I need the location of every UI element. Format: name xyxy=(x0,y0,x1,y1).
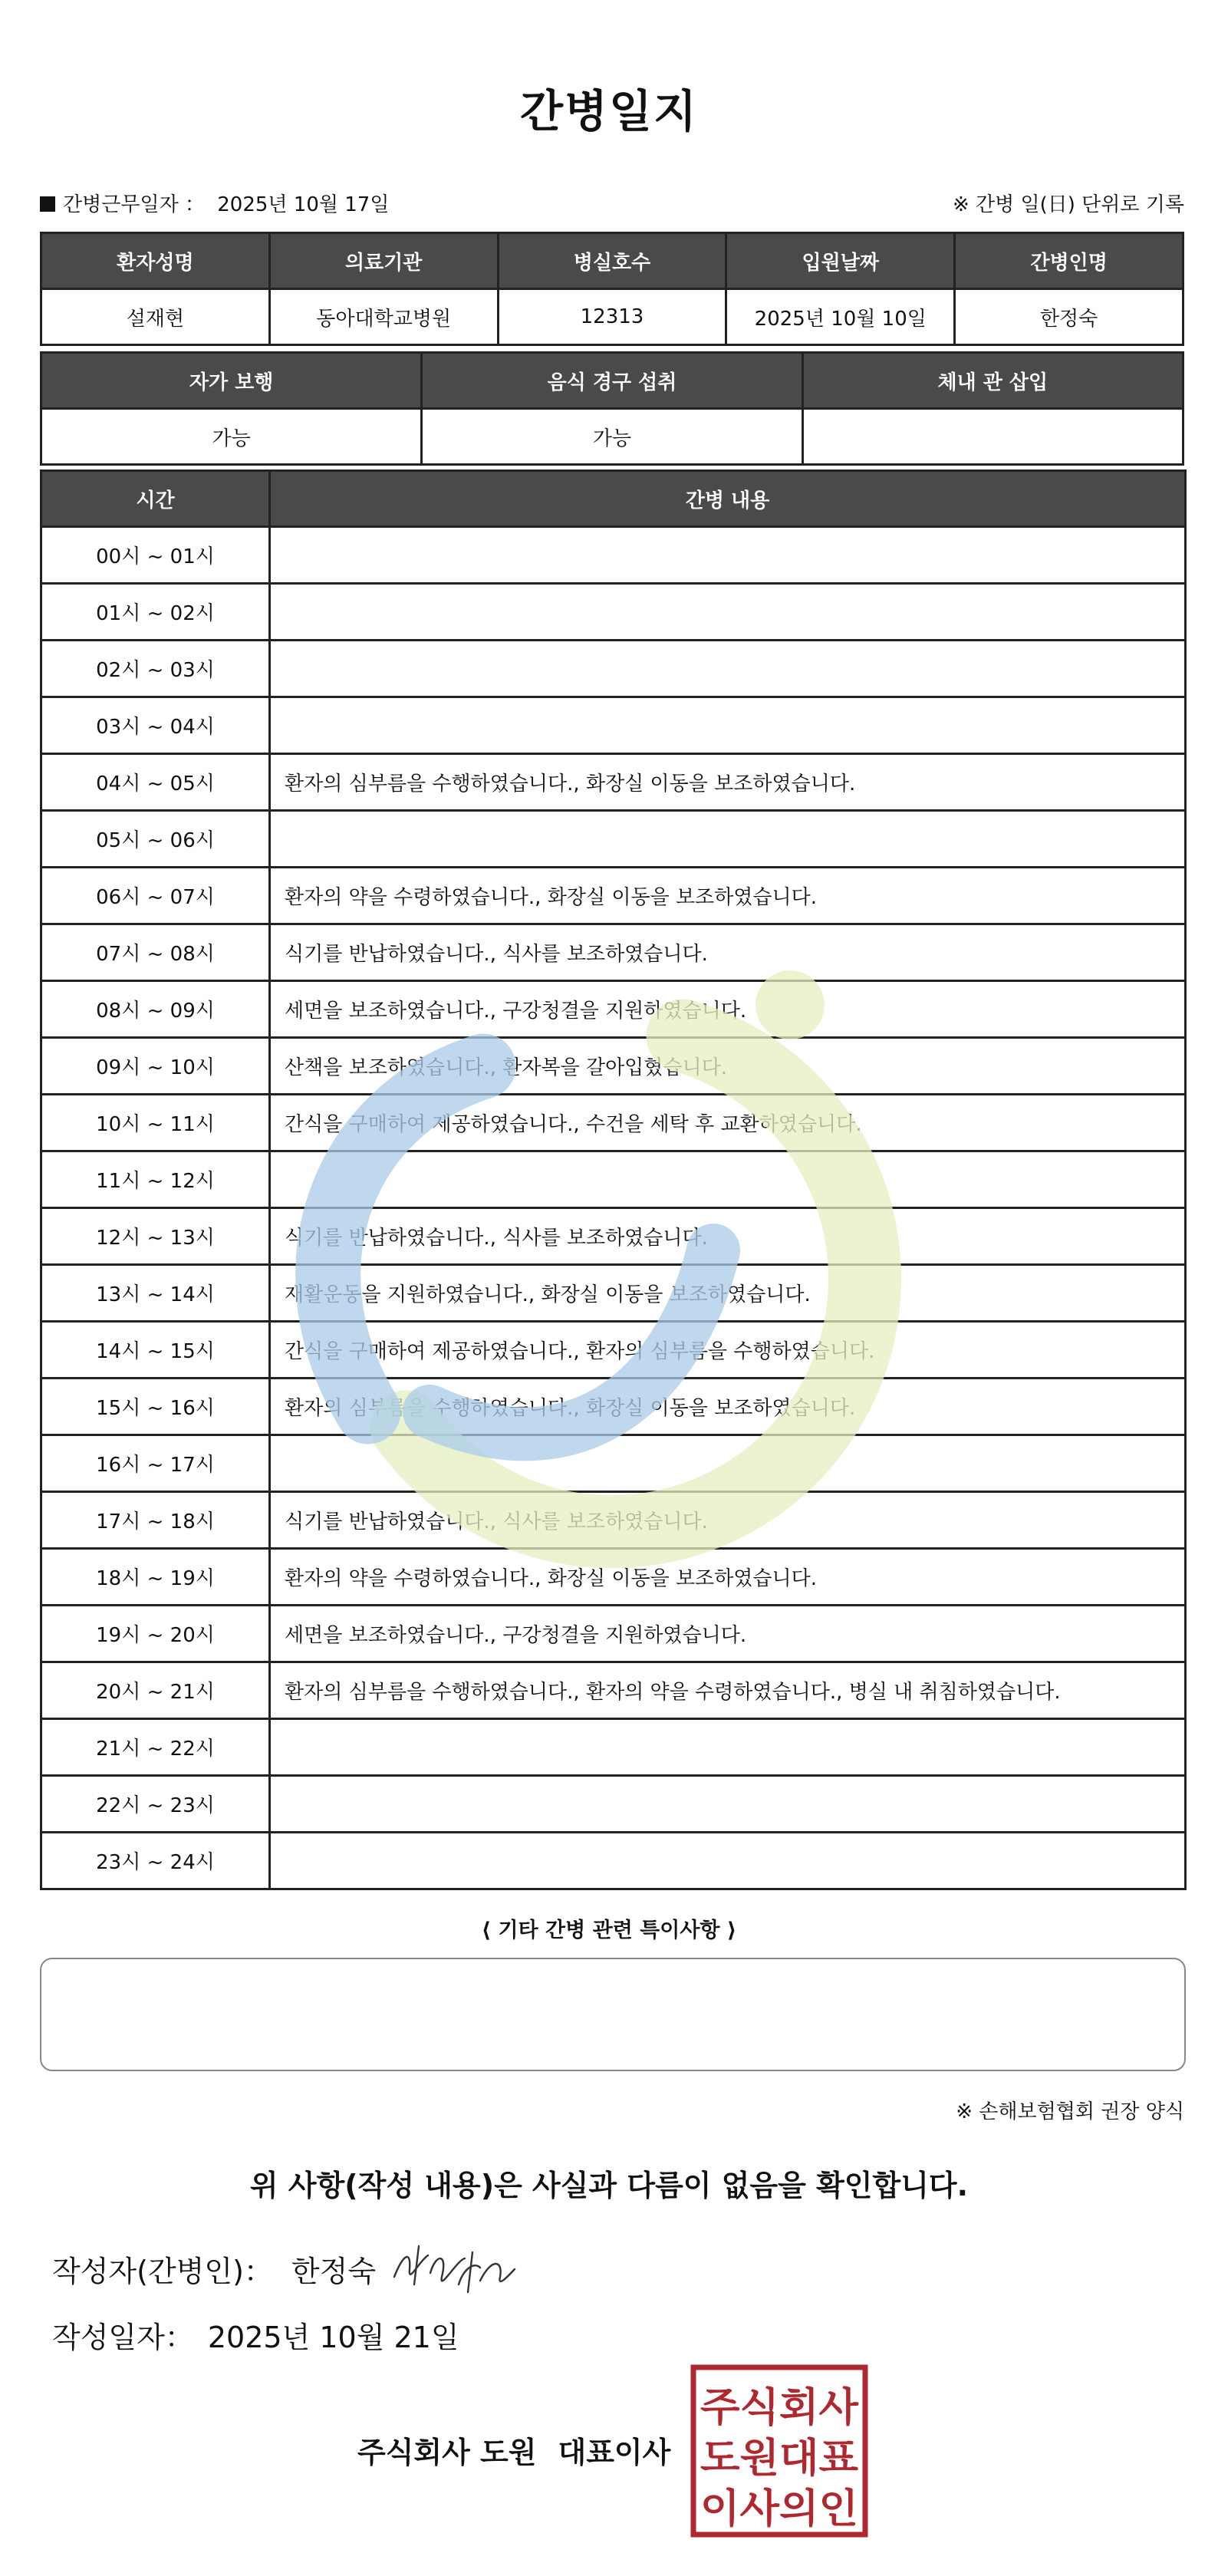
care-row-content: 세면을 보조하였습니다., 구강청결을 지원하였습니다. xyxy=(270,1606,1186,1662)
care-row-content xyxy=(270,641,1186,697)
care-row-time: 20시 ~ 21시 xyxy=(41,1662,270,1719)
care-row-content xyxy=(270,527,1186,584)
patient-status-value-row xyxy=(41,409,1183,465)
care-row-time: 07시 ~ 08시 xyxy=(41,924,270,981)
care-row-content: 환자의 약을 수령하였습니다., 화장실 이동을 보조하였습니다. xyxy=(270,1549,1186,1606)
header-admission-date: 입원날짜 xyxy=(726,233,955,289)
care-row-time: 02시 ~ 03시 xyxy=(41,641,270,697)
patient-status-header-row xyxy=(41,353,1183,409)
care-row-content: 식기를 반납하였습니다., 식사를 보조하였습니다. xyxy=(270,1492,1186,1549)
care-row-content: 재활운동을 지원하였습니다., 화장실 이동을 보조하였습니다. xyxy=(270,1265,1186,1322)
patient-status-table xyxy=(40,351,1184,466)
care-row-time: 12시 ~ 13시 xyxy=(41,1208,270,1265)
svg-text:주식회사: 주식회사 xyxy=(700,2385,859,2431)
care-row-time: 18시 ~ 19시 xyxy=(41,1549,270,1606)
care-row xyxy=(41,1435,1186,1492)
header-caregiver-name: 간병인명 xyxy=(955,233,1183,289)
oral-intake-value: 가능 xyxy=(422,409,802,465)
care-row-time: 08시 ~ 09시 xyxy=(41,981,270,1038)
header-tube-insertion: 체내 관 삽입 xyxy=(802,353,1183,409)
care-row-time: 03시 ~ 04시 xyxy=(41,697,270,754)
care-row-content: 식기를 반납하였습니다., 식사를 보조하였습니다. xyxy=(270,1208,1186,1265)
hourly-care-table xyxy=(40,469,1187,1890)
room-number: 12313 xyxy=(498,289,726,345)
care-row-time: 17시 ~ 18시 xyxy=(41,1492,270,1549)
care-row-content: 환자의 심부름을 수행하였습니다., 화장실 이동을 보조하였습니다. xyxy=(270,1379,1186,1435)
header-care-content: 간병 내용 xyxy=(270,471,1186,527)
care-row-content xyxy=(270,1151,1186,1208)
care-row xyxy=(41,1322,1186,1379)
caregiver-name: 한정숙 xyxy=(955,289,1183,345)
remarks-title: ⟨ 기타 간병 관련 특이사항 ⟩ xyxy=(481,1919,737,1942)
confirmation-statement: 위 사항(작성 내용)은 사실과 다름이 없음을 확인합니다. xyxy=(249,2169,969,2202)
care-row-time: 05시 ~ 06시 xyxy=(41,811,270,868)
written-date-line xyxy=(52,2314,459,2356)
hourly-care-header-row xyxy=(41,471,1186,527)
care-row xyxy=(41,1208,1186,1265)
writer-line xyxy=(52,2248,376,2290)
care-row-time: 16시 ~ 17시 xyxy=(41,1435,270,1492)
care-row-time: 14시 ~ 15시 xyxy=(41,1322,270,1379)
work-date-value: 2025년 10월 17일 xyxy=(217,193,390,216)
care-row-content xyxy=(270,1776,1186,1833)
patient-info-table xyxy=(40,232,1184,346)
remarks-box xyxy=(40,1958,1186,2071)
care-row-content xyxy=(270,811,1186,868)
care-row xyxy=(41,1833,1186,1889)
company-signature-line xyxy=(357,2429,670,2471)
care-row-content xyxy=(270,1719,1186,1776)
ceo-title: 대표이사 xyxy=(558,2436,671,2469)
header-patient-name: 환자성명 xyxy=(41,233,270,289)
care-row xyxy=(41,924,1186,981)
patient-info-value-row xyxy=(41,289,1183,345)
care-row-content: 환자의 약을 수령하였습니다., 화장실 이동을 보조하였습니다. xyxy=(270,868,1186,924)
handwritten-signature xyxy=(388,2238,518,2300)
care-row-time: 19시 ~ 20시 xyxy=(41,1606,270,1662)
patient-name: 설재현 xyxy=(41,289,270,345)
care-row xyxy=(41,1492,1186,1549)
care-row xyxy=(41,584,1186,641)
care-row-content: 간식을 구매하여 제공하였습니다., 환자의 심부름을 수행하였습니다. xyxy=(270,1322,1186,1379)
care-row-content xyxy=(270,1833,1186,1889)
care-row xyxy=(41,754,1186,811)
tube-insertion-value xyxy=(802,409,1183,465)
care-row-content xyxy=(270,584,1186,641)
company-name: 주식회사 도원 xyxy=(357,2436,537,2469)
patient-info-header-row xyxy=(41,233,1183,289)
care-row-time: 06시 ~ 07시 xyxy=(41,868,270,924)
care-row xyxy=(41,1095,1186,1151)
company-seal-stamp xyxy=(690,2364,868,2538)
care-row-time: 13시 ~ 14시 xyxy=(41,1265,270,1322)
care-row xyxy=(41,527,1186,584)
written-date-value: 2025년 10월 21일 xyxy=(207,2321,459,2354)
care-row xyxy=(41,1776,1186,1833)
care-row-time: 04시 ~ 05시 xyxy=(41,754,270,811)
care-row xyxy=(41,1549,1186,1606)
care-row-time: 23시 ~ 24시 xyxy=(41,1833,270,1889)
care-row-content: 식기를 반납하였습니다., 식사를 보조하였습니다. xyxy=(270,924,1186,981)
care-row-time: 11시 ~ 12시 xyxy=(41,1151,270,1208)
hourly-care-rows xyxy=(41,527,1186,1889)
header-room-number: 병실호수 xyxy=(498,233,726,289)
care-row xyxy=(41,1719,1186,1776)
header-hospital: 의료기관 xyxy=(269,233,498,289)
work-date-label: 간병근무일자 ： xyxy=(63,193,205,216)
care-row xyxy=(41,1379,1186,1435)
care-row xyxy=(41,641,1186,697)
written-date-label: 작성일자： xyxy=(52,2321,194,2354)
care-row-time: 15시 ~ 16시 xyxy=(41,1379,270,1435)
care-row-time: 01시 ~ 02시 xyxy=(41,584,270,641)
care-row xyxy=(41,1265,1186,1322)
care-row xyxy=(41,1151,1186,1208)
record-unit-note: ※ 간병 일(日) 단위로 기록 xyxy=(952,193,1184,216)
work-date-line xyxy=(40,189,389,217)
care-row-time: 22시 ~ 23시 xyxy=(41,1776,270,1833)
care-row-time: 00시 ~ 01시 xyxy=(41,527,270,584)
care-row xyxy=(41,1662,1186,1719)
care-row-content: 세면을 보조하였습니다., 구강청결을 지원하였습니다. xyxy=(270,981,1186,1038)
admission-date: 2025년 10월 10일 xyxy=(726,289,955,345)
form-source-note: ※ 손해보험협회 권장 양식 xyxy=(956,2100,1184,2123)
care-row xyxy=(41,981,1186,1038)
care-row xyxy=(41,868,1186,924)
header-time: 시간 xyxy=(41,471,270,527)
care-row-content: 환자의 심부름을 수행하였습니다., 화장실 이동을 보조하였습니다. xyxy=(270,754,1186,811)
writer-label: 작성자(간병인)： xyxy=(52,2255,273,2288)
care-row xyxy=(41,811,1186,868)
care-row-content: 환자의 심부름을 수행하였습니다., 환자의 약을 수령하였습니다., 병실 내 취침하였습니다. xyxy=(270,1662,1186,1719)
page-title: 간병일지 xyxy=(519,85,699,137)
header-oral-intake: 음식 경구 섭취 xyxy=(422,353,802,409)
care-row xyxy=(41,697,1186,754)
care-row-time: 09시 ~ 10시 xyxy=(41,1038,270,1095)
care-row-content xyxy=(270,697,1186,754)
svg-text:이사의인: 이사의인 xyxy=(700,2486,858,2532)
care-row xyxy=(41,1606,1186,1662)
care-row-content: 산책을 보조하였습니다., 환자복을 갈아입혔습니다. xyxy=(270,1038,1186,1095)
self-walking-value: 가능 xyxy=(41,409,422,465)
care-row-time: 10시 ~ 11시 xyxy=(41,1095,270,1151)
writer-name: 한정숙 xyxy=(291,2255,377,2288)
care-row-content: 간식을 구매하여 제공하였습니다., 수건을 세탁 후 교환하였습니다. xyxy=(270,1095,1186,1151)
hospital-name: 동아대학교병원 xyxy=(269,289,498,345)
care-row xyxy=(41,1038,1186,1095)
header-self-walking: 자가 보행 xyxy=(41,353,422,409)
care-row-content xyxy=(270,1435,1186,1492)
square-bullet-icon xyxy=(40,196,55,212)
svg-text:도원대표: 도원대표 xyxy=(700,2436,858,2482)
care-row-time: 21시 ~ 22시 xyxy=(41,1719,270,1776)
